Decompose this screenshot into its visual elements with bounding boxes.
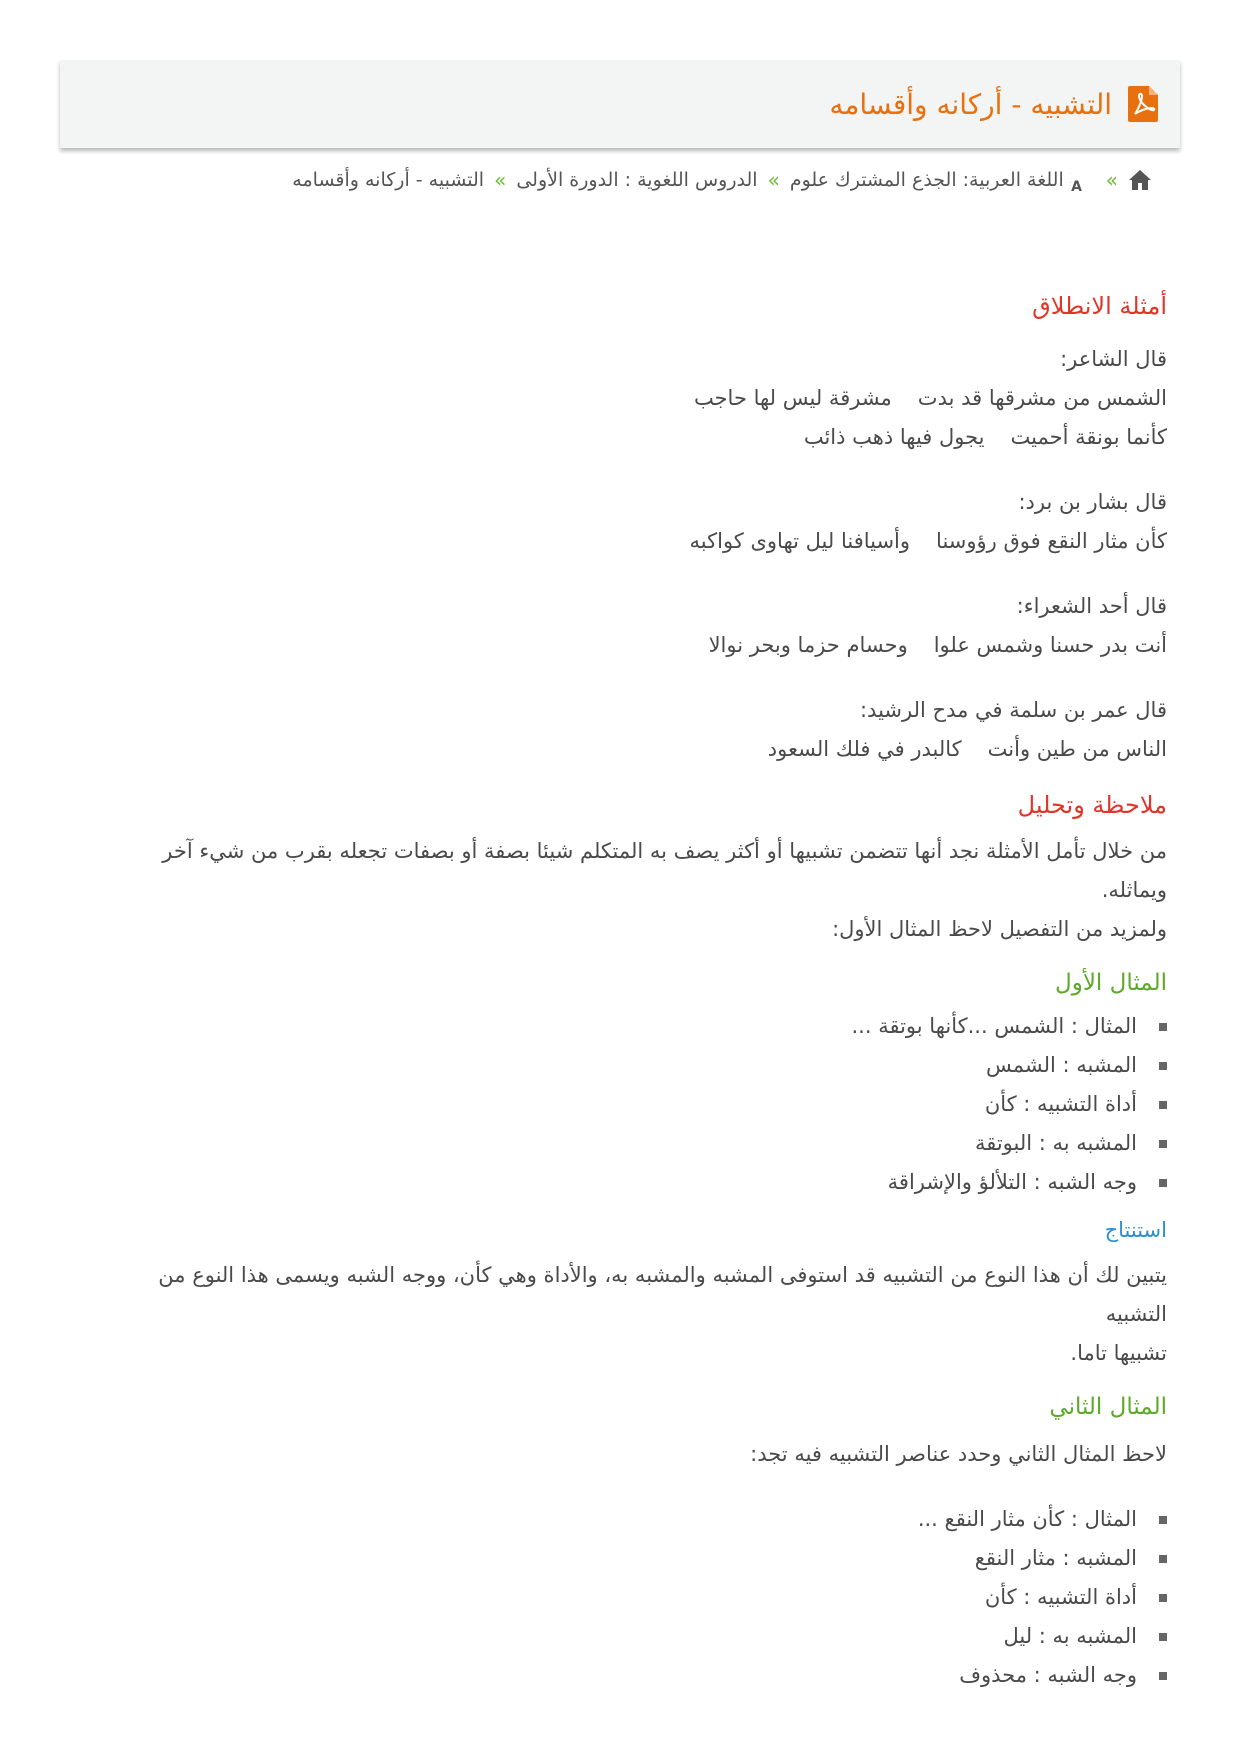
- verse-intro: قال الشاعر:: [1060, 346, 1167, 371]
- list-item: المشبه : مثار النقع: [107, 1539, 1137, 1578]
- verse-block: [107, 587, 1167, 665]
- conclusion-heading: استنتاج: [1104, 1218, 1167, 1243]
- verse-hemistich: وحسام حزما وبحر نوالا: [708, 632, 908, 657]
- translate-icon: [1070, 168, 1096, 192]
- verse-line: [107, 418, 1167, 457]
- list-item: وجه الشبه : التلألؤ والإشراقة: [107, 1163, 1137, 1202]
- verse-hemistich: الشمس من مشرقها قد بدت: [917, 385, 1167, 410]
- page-header: [60, 60, 1180, 148]
- list-item: أداة التشبيه : كأن: [107, 1085, 1137, 1124]
- list-item: المشبه به : ليل: [107, 1617, 1137, 1656]
- example-2-intro: لاحظ المثال الثاني وحدد عناصر التشبيه فيه تجد:: [750, 1441, 1167, 1466]
- verse-line: [107, 379, 1167, 418]
- breadcrumb-current: التشبيه - أركانه وأقسامه: [292, 169, 485, 191]
- lesson-content: [107, 290, 1167, 1695]
- home-icon[interactable]: [1128, 169, 1152, 191]
- verse-line: [107, 626, 1167, 665]
- list-item: المثال : كأن مثار النقع ...: [107, 1500, 1137, 1539]
- breadcrumb-separator: »: [494, 168, 507, 192]
- section-heading-examples: أمثلة الانطلاق: [1032, 292, 1167, 320]
- verse-intro: قال بشار بن برد:: [1018, 489, 1167, 514]
- breadcrumb-course[interactable]: الدروس اللغوية : الدورة الأولى: [516, 169, 758, 191]
- breadcrumb: [292, 168, 1152, 192]
- verse-hemistich: أنت بدر حسنا وشمس علوا: [933, 632, 1167, 657]
- example-2-heading: المثال الثاني: [1049, 1393, 1167, 1420]
- analysis-paragraph: ولمزيد من التفصيل لاحظ المثال الأول:: [832, 917, 1167, 942]
- example-2-list: [107, 1500, 1167, 1695]
- analysis-paragraph: من خلال تأمل الأمثلة نجد أنها تتضمن تشبيها أو أكثر يصف به المتكلم شيئا بصفة أو بصفات تجعله بقرب من شيء آخر ويماثله.: [162, 839, 1167, 903]
- verse-block: [107, 340, 1167, 457]
- verse-intro: قال أحد الشعراء:: [1016, 593, 1167, 618]
- conclusion-text: تشبيها تاما.: [1070, 1340, 1167, 1365]
- verse-hemistich: يجول فيها ذهب ذائب: [803, 424, 985, 449]
- breadcrumb-subject[interactable]: [790, 168, 1096, 192]
- section-heading-analysis: ملاحظة وتحليل: [1017, 790, 1167, 819]
- verse-hemistich: وأسيافنا ليل تهاوى كواكبه: [689, 528, 911, 553]
- page-title: التشبيه - أركانه وأقسامه: [829, 87, 1112, 121]
- example-1-list: [107, 1007, 1167, 1202]
- pdf-icon: [1128, 86, 1158, 122]
- list-item: المشبه به : البوتقة: [107, 1124, 1137, 1163]
- verse-hemistich: كأن مثار النقع فوق رؤوسنا: [936, 528, 1167, 553]
- verse-block: [107, 691, 1167, 769]
- verse-block: [107, 483, 1167, 561]
- verse-hemistich: الناس من طين وأنت: [987, 736, 1167, 761]
- example-1-heading: المثال الأول: [1055, 970, 1167, 997]
- breadcrumb-separator: »: [1105, 168, 1118, 192]
- svg-text:A: A: [1070, 179, 1082, 192]
- list-item: أداة التشبيه : كأن: [107, 1578, 1137, 1617]
- list-item: وجه الشبه : محذوف: [107, 1656, 1137, 1695]
- breadcrumb-subject-label: اللغة العربية: الجذع المشترك علوم: [789, 169, 1064, 191]
- verse-intro: قال عمر بن سلمة في مدح الرشيد:: [859, 697, 1167, 722]
- verse-hemistich: كالبدر في فلك السعود: [767, 736, 962, 761]
- breadcrumb-separator: »: [767, 168, 780, 192]
- conclusion-text: يتبين لك أن هذا النوع من التشبيه قد استوفى المشبه والمشبه به، والأداة وهي كأن، ووجه الشبه ويسمى هذا النوع من التشبيه: [158, 1262, 1167, 1326]
- verse-line: [107, 730, 1167, 769]
- verse-hemistich: مشرقة ليس لها حاجب: [693, 385, 892, 410]
- verse-hemistich: كأنما بونقة أحميت: [1010, 424, 1167, 449]
- list-item: المثال : الشمس ...كأنها بوتقة ...: [107, 1007, 1137, 1046]
- verse-line: [107, 522, 1167, 561]
- list-item: المشبه : الشمس: [107, 1046, 1137, 1085]
